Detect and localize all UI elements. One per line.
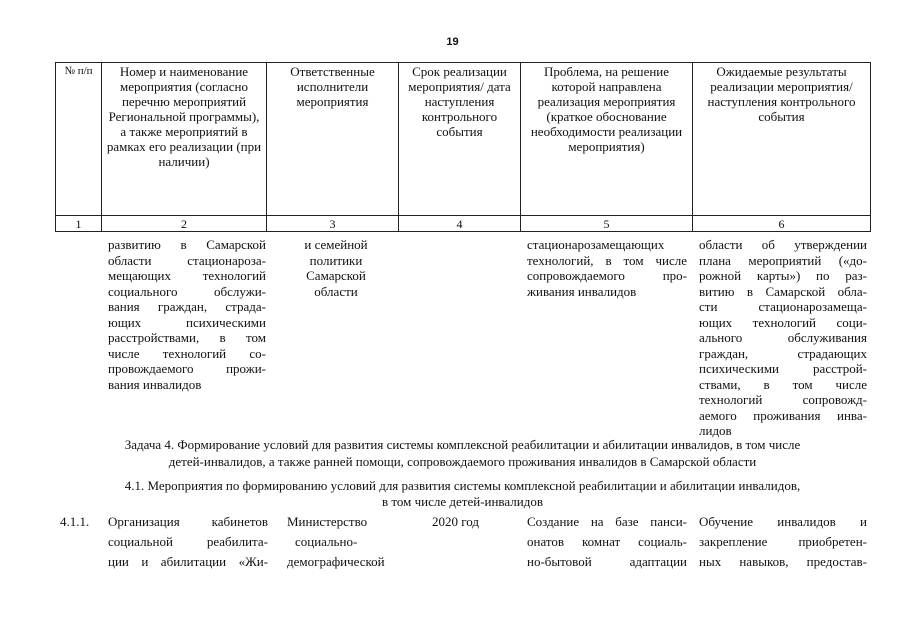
header-col-6: Ожидаемые результаты реализации мероприятия/ наступления контрольного события	[693, 63, 871, 216]
text-line: социальной реабилита-	[108, 534, 268, 549]
text-line: развитию в Самарской	[108, 237, 266, 252]
text-line: ального обслуживания	[699, 330, 867, 345]
text-line: числе технологий со-	[108, 345, 266, 361]
text-line: ющих технологий соци-	[699, 314, 867, 330]
text-line: области об утверждении	[699, 237, 867, 252]
text-line: Самарской	[306, 268, 366, 283]
row-4-1-1-col-3	[287, 512, 397, 572]
section-4-1-line: 4.1. Мероприятия по формированию условий для развития системы комплексной реабилитации и абилитации инвалидов,	[124, 478, 801, 493]
continuation-col-3	[278, 237, 394, 299]
column-number: 6	[693, 216, 871, 232]
header-table	[55, 62, 871, 232]
text-line: живания инвалидов	[527, 283, 637, 299]
row-number: 4.1.1.	[60, 514, 90, 529]
text-line: и семейной	[304, 237, 368, 252]
text-line: расстройствами, в том	[108, 330, 266, 345]
text-line: стационарозамещающих	[527, 237, 665, 252]
text-line: но-бытовой адаптации	[527, 554, 687, 569]
row-4-1-1-col-4	[432, 512, 512, 532]
text-line: вания инвалидов	[108, 376, 202, 392]
continuation-col-2	[108, 237, 266, 392]
column-number-row	[56, 216, 871, 232]
text-line: ющих психическими	[108, 314, 266, 330]
text-line: закрепление приобретен-	[699, 534, 867, 549]
text-line: онатов комнат социаль-	[527, 534, 687, 549]
text-line: Обучение инвалидов и	[699, 514, 867, 529]
header-col-2: Номер и наименование мероприятия (согласно перечню мероприятий Региональной программы), а также мероприятий в рамках его реализации (при наличии)	[102, 63, 267, 216]
header-col-5: Проблема, на решение которой направлена реализация мероприятия (краткое обоснование необходимости реализации мероприятия)	[521, 63, 693, 216]
column-number: 5	[521, 216, 693, 232]
text-line: области	[314, 283, 358, 299]
text-line: вания граждан, страда-	[108, 299, 266, 314]
text-line: мещающих технологий	[108, 268, 266, 283]
text-line: Создание на базе панси-	[527, 514, 687, 529]
text-line: психическими расстрой-	[699, 361, 867, 376]
text-line: рожной карты») по раз-	[699, 268, 867, 283]
column-number: 2	[102, 216, 267, 232]
section-4-1-line: в том числе детей-инвалидов	[382, 494, 543, 509]
row-4-1-1-col-2	[108, 512, 268, 572]
text-line: граждан, страдающих	[699, 345, 867, 361]
text-line: сопровождаемого про-	[527, 268, 687, 283]
text-line: политики	[309, 252, 363, 268]
text-line: аемого проживания инва-	[699, 407, 867, 423]
column-number: 1	[56, 216, 102, 232]
header-col-3: Ответственные исполнители мероприятия	[267, 63, 399, 216]
text-line: Организация кабинетов	[108, 514, 268, 529]
header-row	[56, 63, 871, 216]
row-deadline: 2020 год	[432, 514, 479, 529]
column-number: 3	[267, 216, 399, 232]
row-4-1-1-number	[60, 512, 104, 532]
header-col-4: Срок реализации мероприятия/ дата наступления контрольного события	[399, 63, 521, 216]
task-4-heading	[55, 436, 870, 470]
text-line: области стационароза-	[108, 252, 266, 268]
task-4-line: Задача 4. Формирование условий для развития системы комплексной реабилитации и абилитации инвалидов, в том числе	[124, 437, 801, 452]
header-col-1: № п/п	[56, 63, 102, 216]
continuation-col-6	[699, 237, 867, 439]
text-line: социально-	[295, 534, 358, 549]
text-line: ных навыков, предостав-	[699, 554, 867, 569]
text-line: витию в Самарской обла-	[699, 283, 867, 299]
page-number: 19	[446, 36, 459, 48]
text-line: провождаемого прожи-	[108, 361, 266, 376]
text-line: социального обслужи-	[108, 283, 266, 299]
text-line: Министерство	[287, 514, 368, 529]
text-line: технологий, в том числе	[527, 252, 687, 268]
continuation-col-5	[527, 237, 687, 299]
task-4-line: детей-инвалидов, а также ранней помощи, сопровождаемого проживания инвалидов в Самарской области	[168, 454, 757, 469]
text-line: сти стационарозамеща-	[699, 299, 867, 314]
section-4-1-heading	[55, 478, 870, 510]
row-4-1-1-col-5	[527, 512, 687, 572]
text-line: ствами, в том числе	[699, 376, 867, 392]
row-4-1-1-col-6	[699, 512, 867, 572]
text-line: ции и абилитации «Жи-	[108, 554, 268, 569]
text-line: демографической	[287, 554, 385, 569]
text-line: плана мероприятий («до-	[699, 252, 867, 268]
column-number: 4	[399, 216, 521, 232]
text-line: технологий сопровожд-	[699, 392, 867, 407]
text-line: лидов	[699, 423, 732, 438]
